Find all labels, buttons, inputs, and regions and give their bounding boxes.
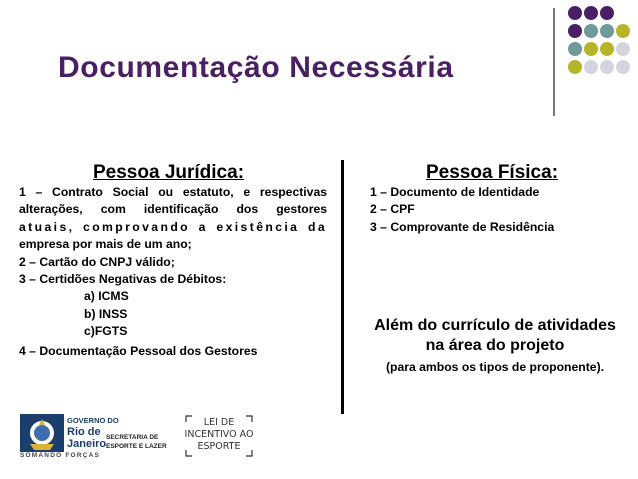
dot: [616, 60, 630, 74]
dot: [600, 24, 614, 38]
list-item: 4 – Documentação Pessoal dos Gestores: [19, 344, 258, 358]
page-title: Documentação Necessária: [58, 51, 454, 84]
list-item: b) INSS: [84, 306, 128, 321]
gov-logo-line: Rio de: [67, 426, 101, 438]
secretaria-line: ESPORTE E LAZER: [106, 443, 167, 450]
extra-note-line: (para ambos os tipos de proponente).: [385, 360, 605, 374]
dot: [568, 60, 582, 74]
secretaria-line: SECRETARIA DE: [106, 434, 159, 441]
lei-incentivo-logo: [184, 414, 254, 458]
coat-of-arms-icon: [20, 414, 64, 452]
gov-logo-line: Janeiro: [67, 438, 107, 450]
list-item: 2 – CPF: [370, 202, 415, 217]
list-item: 3 – Certidões Negativas de Débitos:: [19, 272, 227, 287]
dot: [568, 6, 582, 20]
list-item: alterações, com identificação dos gestores: [19, 202, 327, 217]
extra-note: [350, 316, 638, 378]
list-item: 2 – Cartão do CNPJ válido;: [19, 254, 175, 269]
lei-logo-line: INCENTIVO AO: [184, 429, 254, 440]
decorative-dot-grid: [568, 6, 638, 86]
dot: [568, 42, 582, 56]
gov-logo-line: GOVERNO DO: [67, 416, 119, 425]
list-item: empresa por mais de um ano;: [19, 237, 192, 252]
dot: [600, 6, 614, 20]
list-item: 1 – Contrato Social ou estatuto, e respectivas: [19, 185, 327, 199]
dot: [584, 24, 598, 38]
dot: [568, 24, 582, 38]
dot: [584, 6, 598, 20]
logo-tagline: SOMANDO FORÇAS: [20, 452, 100, 459]
list-item: 1 – Documento de Identidade: [370, 185, 540, 199]
list-item: a) ICMS: [84, 289, 129, 304]
column-divider: [341, 160, 344, 414]
lei-logo-line: ESPORTE: [197, 441, 241, 452]
list-item: atuais, comprovando a existência da: [19, 219, 327, 234]
list-item: 3 – Comprovante de Residência: [370, 219, 555, 234]
dot: [616, 24, 630, 38]
pessoa-juridica-list: [19, 184, 327, 341]
dot: [600, 60, 614, 74]
lei-logo-line: LEI DE: [203, 417, 235, 428]
list-item: c)FGTS: [84, 324, 128, 339]
decorative-vertical-line: [553, 8, 555, 116]
secretaria-logo-text: [106, 433, 167, 451]
extra-note-line: na área do projeto: [425, 337, 565, 354]
dot: [584, 42, 598, 56]
pessoa-juridica-heading: Pessoa Jurídica:: [93, 162, 245, 183]
dot: [616, 42, 630, 56]
extra-note-line: Além do currículo de atividades: [374, 317, 616, 334]
lei-logo-text: [184, 417, 254, 453]
pessoa-fisica-list: [370, 184, 554, 236]
dot: [600, 42, 614, 56]
pessoa-fisica-heading: Pessoa Física:: [426, 162, 559, 183]
dot: [584, 60, 598, 74]
